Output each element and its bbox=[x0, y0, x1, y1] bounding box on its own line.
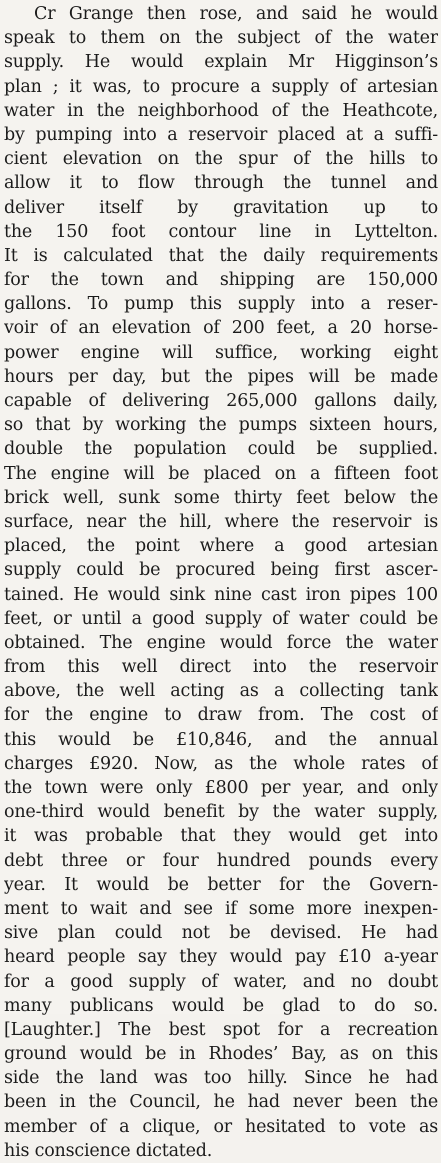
article-line: ground would be in Rhodes’ Bay, as on this bbox=[4, 1044, 438, 1065]
article-line: his conscience dictated. bbox=[4, 1140, 213, 1161]
article-line: the town were only £800 per year, and only bbox=[4, 778, 438, 798]
article-line: for a good supply of water, and no doubt bbox=[4, 971, 438, 992]
article-line: voir of an elevation of 200 feet, a 20 horse- bbox=[4, 318, 438, 339]
article-line: for the town and shipping are 150,000 bbox=[4, 270, 438, 291]
article-line: double the population could be supplied. bbox=[4, 439, 438, 460]
article-line: speak to them on the subject of the water bbox=[4, 28, 438, 49]
article-line: charges £920. Now, as the whole rates of bbox=[4, 753, 438, 774]
article-line: gallons. To pump this supply into a reser- bbox=[4, 294, 438, 315]
article-line: been in the Council, he had never been the bbox=[4, 1092, 438, 1113]
article-line: from this well direct into the reservoir bbox=[4, 657, 438, 678]
article-line: feet, or until a good supply of water could be bbox=[4, 608, 438, 629]
article-line: the 150 foot contour line in Lyttelton. bbox=[4, 221, 438, 242]
article-line: power engine will suffice, working eight bbox=[4, 342, 438, 363]
article-line: [Laughter.] The best spot for a recreation bbox=[4, 1019, 438, 1040]
article-line: hours per day, but the pipes will be made bbox=[4, 366, 438, 387]
article-line: plan ; it was, to procure a supply of artesian bbox=[4, 76, 438, 97]
article-line: it was probable that they would get into bbox=[4, 826, 438, 847]
article-line: water in the neighborhood of the Heathcote, bbox=[4, 100, 438, 121]
article-line: debt three or four hundred pounds every bbox=[4, 850, 438, 871]
article-line: above, the well acting as a collecting tank bbox=[4, 681, 438, 702]
article-line: Cr Grange then rose, and said he would bbox=[34, 4, 438, 24]
article-line: for the engine to draw from. The cost of bbox=[4, 705, 438, 726]
article-line: cient elevation on the spur of the hills to bbox=[4, 149, 438, 170]
article-column bbox=[4, 2, 438, 1163]
article-line: one-third would benefit by the water supply, bbox=[4, 802, 438, 823]
article-line: allow it to flow through the tunnel and bbox=[4, 173, 438, 194]
article-line: The engine will be placed on a fifteen foot bbox=[4, 463, 438, 484]
article-line: capable of delivering 265,000 gallons daily, bbox=[4, 391, 438, 411]
article-line: year. It would be better for the Govern- bbox=[4, 874, 438, 895]
article-line: this would be £10,846, and the annual bbox=[4, 729, 438, 750]
article-line: side the land was too hilly. Since he had bbox=[4, 1068, 438, 1089]
article-line: by pumping into a reservoir placed at a suffi- bbox=[4, 124, 438, 145]
article-line: deliver itself by gravitation up to bbox=[4, 197, 438, 218]
article-line: heard people say they would pay £10 a-year bbox=[4, 947, 438, 968]
article-line: supply. He would explain Mr Higginson’s bbox=[4, 52, 438, 73]
article-line: supply could be procured being first ascer- bbox=[4, 560, 438, 581]
article-line: member of a clique, or hesitated to vote as bbox=[4, 1116, 438, 1137]
article-line: brick well, sunk some thirty feet below the bbox=[4, 487, 438, 508]
article-line: tained. He would sink nine cast iron pipes 100 bbox=[4, 584, 438, 605]
article-line: so that by working the pumps sixteen hours, bbox=[4, 415, 438, 436]
article-line: obtained. The engine would force the water bbox=[4, 632, 438, 653]
article-line: many publicans would be glad to do so. bbox=[4, 995, 438, 1016]
article-line: ment to wait and see if some more inexpen- bbox=[4, 898, 438, 919]
article-line: surface, near the hill, where the reservoir is bbox=[4, 511, 438, 532]
article-line: sive plan could not be devised. He had bbox=[4, 923, 438, 944]
article-line: It is calculated that the daily requirements bbox=[4, 245, 438, 266]
article-line: placed, the point where a good artesian bbox=[4, 536, 438, 557]
